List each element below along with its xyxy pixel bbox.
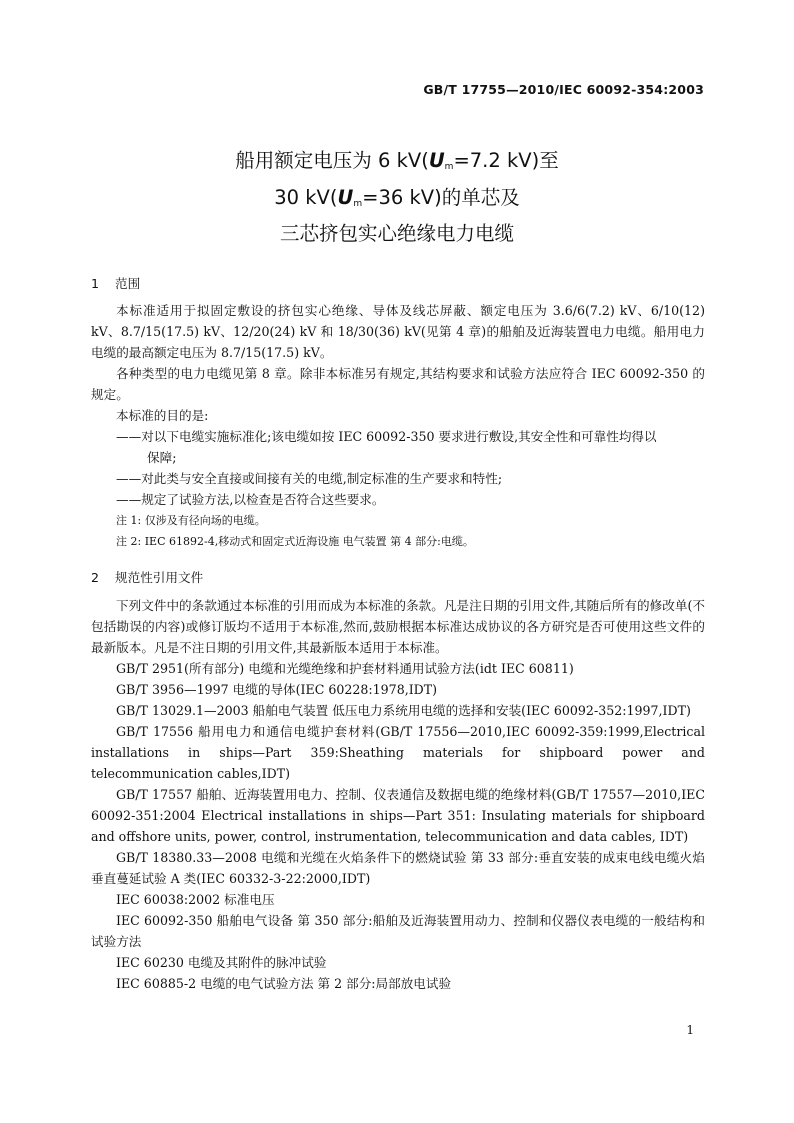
section-heading: 1 范围	[91, 276, 141, 291]
dash-item-continued: 保障;	[147, 450, 177, 465]
reference-item: IEC 60092-350 船舶电气设备 第 350 部分:船舶及近海装置用动力、控制和仪器仪表电缆的一般结构和试验方法	[91, 913, 705, 949]
dash-item: ——对以下电缆实施标准化;该电缆如按 IEC 60092-350 要求进行敷设,其安全性和可靠性均得以	[116, 429, 657, 444]
standard-number-header: GB/T 17755—2010/IEC 60092-354:2003	[423, 82, 704, 97]
title-line-3: 三芯挤包实心绝缘电力电缆	[279, 222, 514, 245]
note: 注 2: IEC 61892-4,移动式和固定式近海设施 电气装置 第 4 部分:电缆。	[116, 535, 474, 548]
reference-item: GB/T 13029.1—2003 船舶电气装置 低压电力系统用电缆的选择和安装(IEC 60092-352:1997,IDT)	[116, 703, 691, 718]
reference-item: IEC 60038:2002 标准电压	[116, 892, 275, 907]
dash-item: ——对此类与安全直接或间接有关的电缆,制定标准的生产要求和特性;	[116, 471, 503, 486]
note: 注 1: 仅涉及有径向场的电缆。	[116, 514, 266, 527]
paragraph: 各种类型的电力电缆见第 8 章。除非本标准另有规定,其结构要求和试验方法应符合 IEC 60092-350 的规定。	[91, 366, 705, 402]
paragraph: 本标准适用于拟固定敷设的挤包实心绝缘、导体及线芯屏蔽、额定电压为 3.6/6(7.2) kV、6/10(12) kV、8.7/15(17.5) kV、12/20(24) kV 和 18/30(36) kV(见第 4 章)的船舶及近海装置电力电缆。船用电力电缆的最高额定电压为 8.7/15(17.5) kV。	[91, 303, 705, 360]
reference-item: GB/T 18380.33—2008 电缆和光缆在火焰条件下的燃烧试验 第 33 部分:垂直安装的成束电线电缆火焰垂直蔓延试验 A 类(IEC 60332-3-22:2000,IDT)	[91, 850, 705, 886]
reference-item: GB/T 3956—1997 电缆的导体(IEC 60228:1978,IDT)	[116, 682, 438, 697]
reference-item: GB/T 17556 船用电力和通信电缆护套材料(GB/T 17556—2010,IEC 60092-359:1999,Electrical installations in ships—Part 359:Sheathing materials for shipboard power and telecommunication cables,IDT)	[91, 724, 705, 781]
reference-item: IEC 60230 电缆及其附件的脉冲试验	[116, 955, 327, 970]
reference-item: IEC 60885-2 电缆的电气试验方法 第 2 部分:局部放电试验	[116, 976, 452, 991]
section-2-normative-references	[91, 567, 705, 994]
dash-item: ——规定了试验方法,以检查是否符合这些要求。	[116, 492, 385, 507]
title-line-1: 船用额定电压为 6 $kV(U_m=7.2$ kV)至	[235, 149, 559, 172]
section-1-scope	[91, 273, 705, 552]
paragraph: 本标准的目的是:	[116, 408, 209, 423]
reference-item: GB/T 17557 船舶、近海装置用电力、控制、仪表通信及数据电缆的绝缘材料(GB/T 17557—2010,IEC 60092-351:2004 Electrical installations in ships—Part 351: Insulating materials for shipboard and offshore units, power, control, instrumentation, telecommunication and data cables, IDT)	[91, 787, 705, 844]
page-number: 1	[686, 1023, 694, 1037]
section-heading: 2 规范性引用文件	[91, 570, 204, 585]
paragraph: 下列文件中的条款通过本标准的引用而成为本标准的条款。凡是注日期的引用文件,其随后所有的修改单(不包括勘误的内容)或修订版均不适用于本标准,然而,鼓励根据本标准达成协议的各方研究是否可使用这些文件的最新版本。凡是不注日期的引用文件,其最新版本适用于本标准。	[91, 598, 705, 655]
document-title	[0, 146, 794, 250]
reference-item: GB/T 2951(所有部分) 电缆和光缆绝缘和护套材料通用试验方法(idt IEC 60811)	[116, 661, 574, 676]
title-line-2: 30 $kV(U_m=36$ kV)的单芯及	[274, 185, 520, 209]
